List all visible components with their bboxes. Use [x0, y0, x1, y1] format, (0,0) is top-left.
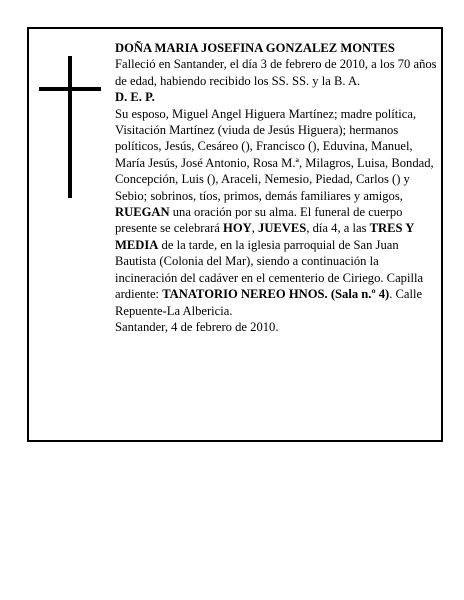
tanatorio-text: TANATORIO NEREO HNOS. (Sala n.º 4): [162, 287, 390, 302]
family-list: Su esposo, Miguel Angel Higuera Martínez; madre política, Visitación Martínez (viuda de Jesús Higuera); hermanos políticos, Jesús, Cesáreo (), Francisco (), Eduvina, Manuel, María Jesús, José Antonio, Rosa M.ª, Milagros, Luisa, Bondad, Concepción, Luis (), Araceli, Nemesio, Piedad, Carlos () y Sebio; sobrinos, tíos, primos, demás familiares y amigos,: [115, 106, 434, 203]
hora-text: TRES Y MEDIA: [115, 221, 414, 252]
jueves-text: JUEVES: [258, 221, 307, 236]
dep-line: D. E. P.: [115, 90, 155, 105]
hoy-text: HOY: [223, 221, 252, 236]
deceased-name: DOÑA MARIA JOSEFINA GONZALEZ MONTES: [115, 41, 395, 55]
notice-text: [115, 40, 437, 335]
obituary-notice: [27, 27, 443, 442]
death-details: Falleció en Santander, el día 3 de febrero de 2010, a los 70 años de edad, habiendo recibido los SS. SS. y la B. A.: [115, 57, 437, 88]
date-line: Santander, 4 de febrero de 2010.: [115, 319, 279, 334]
funeral-details: RUEGAN una oración por su alma. El funeral de cuerpo presente se celebrará HOY, JUEVES, día 4, a las TRES Y MEDIA de la tarde, en la iglesia parroquial de San Juan Bautista (Colonia del Mar), siendo a continuación la incineración del cadáver en el cementerio de Ciriego. Capilla ardiente: TANATORIO NEREO HNOS. (Sala n.º 4). Calle Repuente-La Albericia.: [115, 205, 424, 318]
ruegan-text: RUEGAN: [115, 205, 170, 220]
